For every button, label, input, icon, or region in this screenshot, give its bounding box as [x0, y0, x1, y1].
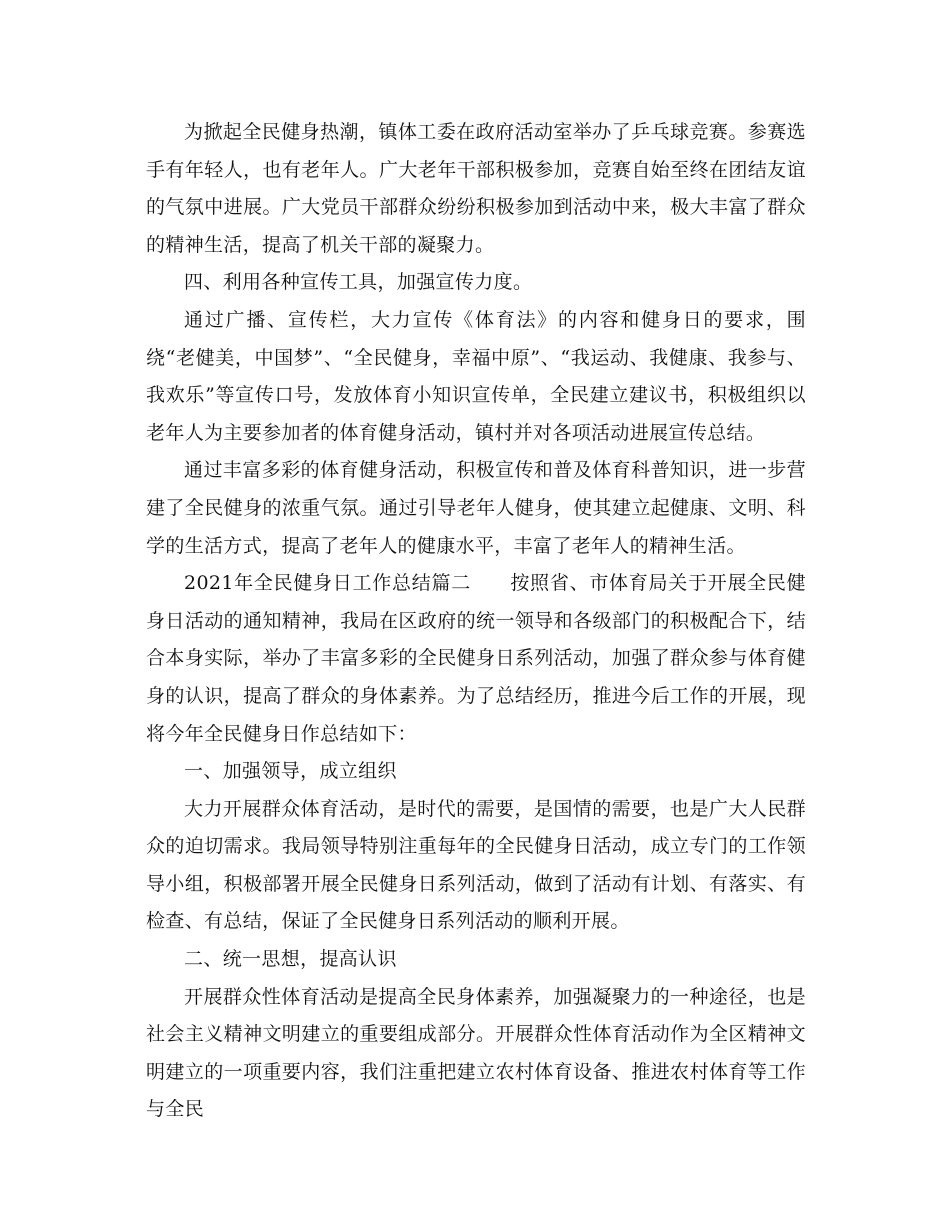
paragraph: 大力开展群众体育活动，是时代的需要，是国情的需要，也是广大人民群众的迫切需求。我局领导特别注重每年的全民健身日活动，成立专门的工作领导小组，积极部署开展全民健身日系列活动，做到了活动有计划、有落实、有检查、有总结，保证了全民健身日系列活动的顺利开展。	[146, 797, 806, 933]
paragraph: 为掀起全民健身热潮，镇体工委在政府活动室举办了乒乓球竞赛。参赛选手有年轻人，也有老年人。广大老年干部积极参加，竞赛自始至终在团结友谊的气氛中进展。广大党员干部群众纷纷积极参加到活动中来，极大丰富了群众的精神生活，提高了机关干部的凝聚力。	[146, 121, 806, 256]
paragraph: 通过丰富多彩的体育健身活动，积极宣传和普及体育科普知识，进一步营建了全民健身的浓重气氛。通过引导老年人健身，使其建立起健康、文明、科学的生活方式，提高了老年人的健康水平，丰富了老年人的精神生活。	[146, 459, 806, 557]
section-heading: 一、加强领导，成立组织	[184, 760, 397, 783]
paragraph: 通过广播、宣传栏，大力宣传《体育法》的内容和健身日的要求，围绕“老健美，中国梦”、“全民健身，幸福中原”、“我运动、我健康、我参与、我欢乐”等宣传口号，发放体育小知识宣传单，全民建立建议书，积极组织以老年人为主要参加者的体育健身活动，镇村并对各项活动进展宣传总结。	[146, 308, 806, 444]
section-heading: 四、利用各种宣传工具，加强宣传力度。	[184, 271, 533, 294]
paragraph: 开展群众性体育活动是提高全民身体素养，加强凝聚力的一种途径，也是社会主义精神文明建立的重要组成部分。开展群众性体育活动作为全区精神文明建立的一项重要内容，我们注重把建立农村体育设备、推进农村体育等工作与全民	[146, 985, 806, 1121]
paragraph: 2021年全民健身日工作总结篇二 按照省、市体育局关于开展全民健身日活动的通知精神，我局在区政府的统一领导和各级部门的积极配合下，结合本身实际，举办了丰富多彩的全民健身日系列活动，加强了群众参与体育健身的认识，提高了群众的身体素养。为了总结经历，推进今后工作的开展，现将今年全民健身日作总结如下：	[146, 572, 806, 745]
section-heading: 二、统一思想，提高认识	[184, 948, 397, 971]
document-body	[146, 114, 806, 1129]
